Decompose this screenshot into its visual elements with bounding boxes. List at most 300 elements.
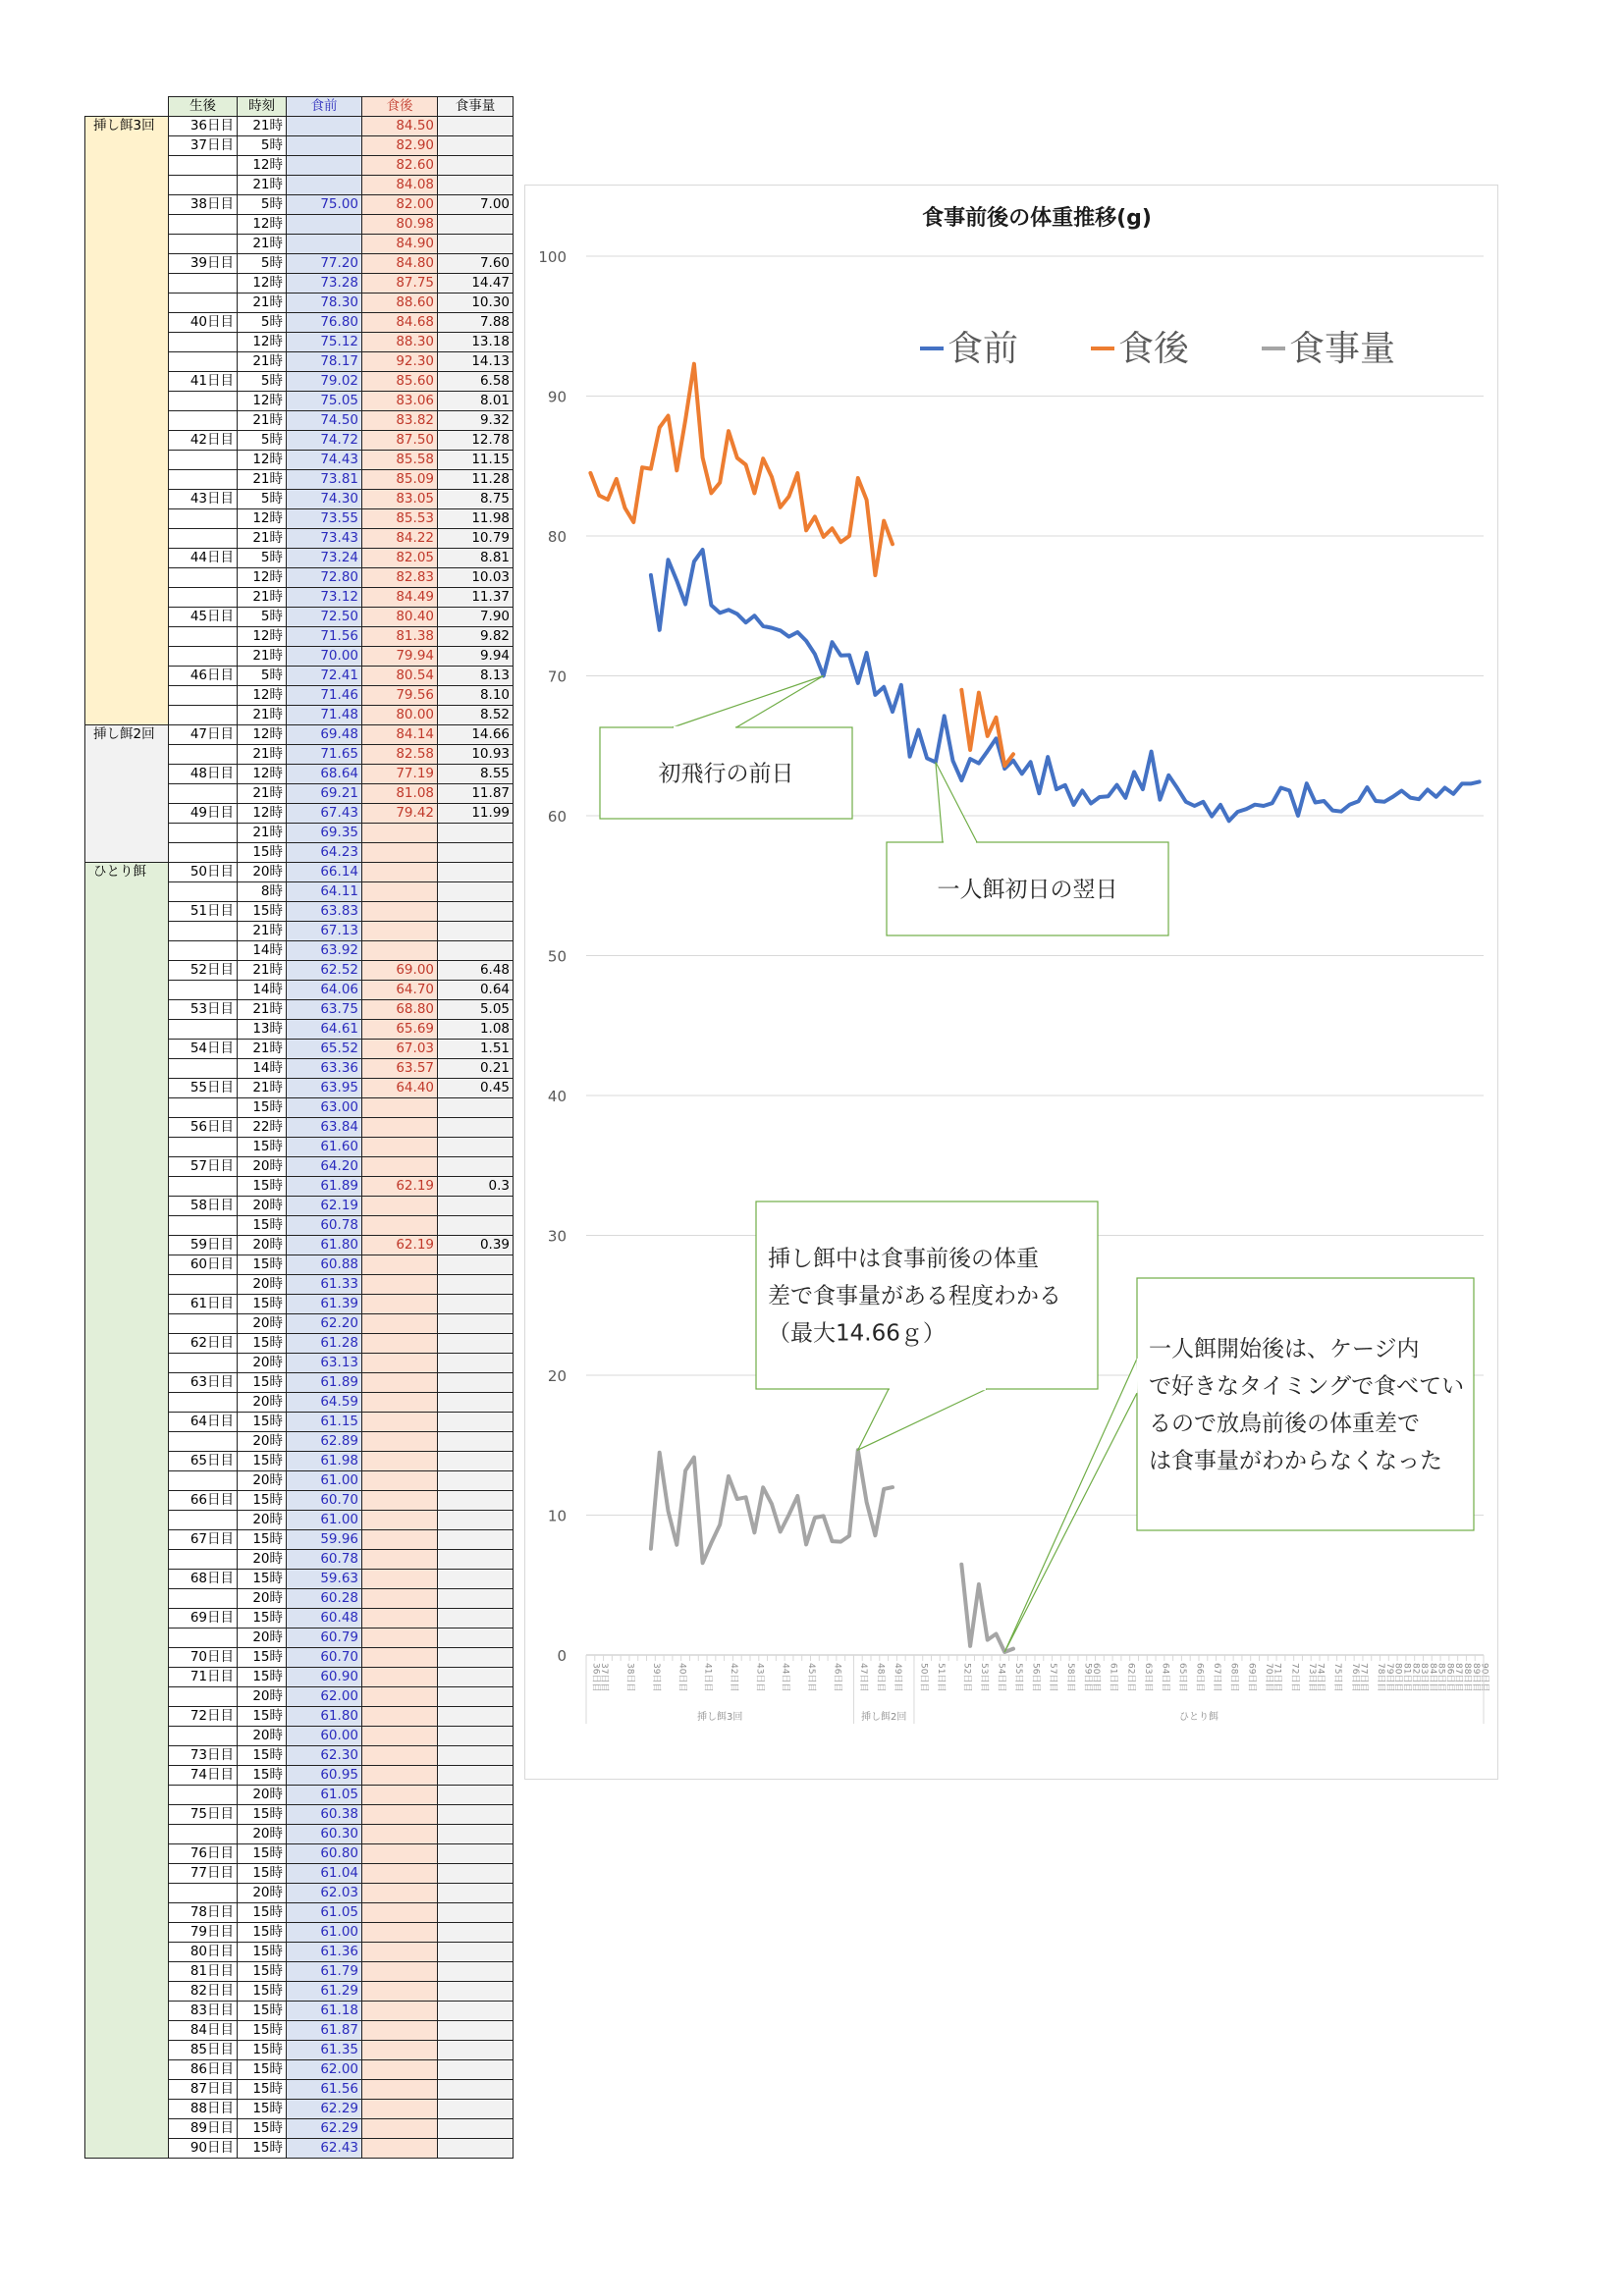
- time-cell: 15時: [238, 1177, 287, 1197]
- header-corner: [85, 97, 169, 117]
- age-cell: 83日目: [169, 2002, 238, 2021]
- time-cell: 15時: [238, 1334, 287, 1354]
- age-cell: [169, 1687, 238, 1707]
- age-cell: 52日目: [169, 961, 238, 981]
- before-meal-cell: 74.43: [287, 451, 362, 470]
- before-meal-cell: 74.50: [287, 411, 362, 431]
- meal-amount-cell: [438, 1727, 514, 1746]
- after-meal-cell: [362, 1354, 438, 1373]
- meal-amount-cell: 9.82: [438, 627, 514, 647]
- age-cell: 36日目: [169, 117, 238, 136]
- time-cell: 20時: [238, 1786, 287, 1805]
- age-cell: [169, 706, 238, 725]
- after-meal-cell: 87.75: [362, 274, 438, 294]
- age-cell: [169, 1471, 238, 1491]
- time-cell: 5時: [238, 136, 287, 156]
- x-group-label: 挿し餌2回: [861, 1712, 907, 1723]
- time-cell: 12時: [238, 451, 287, 470]
- age-cell: [169, 1216, 238, 1236]
- x-tick-label: 65日目: [1177, 1663, 1187, 1692]
- time-cell: 12時: [238, 392, 287, 411]
- x-tick-label: 67日目: [1212, 1663, 1222, 1692]
- time-cell: 20時: [238, 1275, 287, 1295]
- meal-amount-cell: [438, 2060, 514, 2080]
- before-meal-cell: [287, 235, 362, 254]
- before-meal-cell: 62.52: [287, 961, 362, 981]
- callout-pointer: [673, 676, 824, 728]
- meal-amount-cell: [438, 1962, 514, 1982]
- after-meal-cell: [362, 1903, 438, 1923]
- meal-amount-cell: [438, 156, 514, 176]
- after-meal-cell: 64.40: [362, 1079, 438, 1098]
- time-cell: 21時: [238, 1040, 287, 1059]
- age-cell: [169, 1550, 238, 1570]
- meal-amount-cell: [438, 1314, 514, 1334]
- callout-text: 一人餌初日の翌日: [937, 877, 1118, 903]
- meal-amount-cell: [438, 824, 514, 843]
- after-meal-cell: [362, 2080, 438, 2100]
- after-meal-cell: [362, 2119, 438, 2139]
- series-line-3: [651, 1450, 1082, 1652]
- x-tick-label: 37日目: [599, 1663, 610, 1692]
- x-tick-label: 84日目: [1427, 1663, 1437, 1692]
- after-meal-cell: [362, 1157, 438, 1177]
- before-meal-cell: 66.14: [287, 863, 362, 882]
- meal-amount-cell: [438, 1255, 514, 1275]
- meal-amount-cell: 6.58: [438, 372, 514, 392]
- time-cell: 12時: [238, 568, 287, 588]
- after-meal-cell: [362, 1216, 438, 1236]
- table-row: [85, 117, 514, 136]
- x-tick-label: 79日目: [1383, 1663, 1394, 1692]
- time-cell: 12時: [238, 274, 287, 294]
- x-tick-label: 76日目: [1349, 1663, 1360, 1692]
- after-meal-cell: [362, 1471, 438, 1491]
- before-meal-cell: 61.98: [287, 1452, 362, 1471]
- x-tick-label: 59日目: [1082, 1663, 1093, 1692]
- before-meal-cell: 64.61: [287, 1020, 362, 1040]
- after-meal-cell: [362, 1530, 438, 1550]
- meal-amount-cell: 10.93: [438, 745, 514, 765]
- meal-amount-cell: [438, 136, 514, 156]
- before-meal-cell: 69.21: [287, 784, 362, 804]
- meal-amount-cell: 12.78: [438, 431, 514, 451]
- meal-amount-cell: [438, 1530, 514, 1550]
- before-meal-cell: 60.28: [287, 1589, 362, 1609]
- after-meal-cell: [362, 1295, 438, 1314]
- meal-amount-cell: 0.3: [438, 1177, 514, 1197]
- meal-amount-cell: [438, 1471, 514, 1491]
- before-meal-cell: 61.80: [287, 1236, 362, 1255]
- before-meal-cell: 62.89: [287, 1432, 362, 1452]
- after-meal-cell: 69.00: [362, 961, 438, 981]
- before-meal-cell: 60.90: [287, 1668, 362, 1687]
- after-meal-cell: [362, 1943, 438, 1962]
- age-cell: [169, 1786, 238, 1805]
- before-meal-cell: 59.63: [287, 1570, 362, 1589]
- after-meal-cell: 84.90: [362, 235, 438, 254]
- meal-amount-cell: [438, 1982, 514, 2002]
- time-cell: 20時: [238, 863, 287, 882]
- meal-amount-cell: 0.39: [438, 1236, 514, 1255]
- x-tick-label: 66日目: [1194, 1663, 1205, 1692]
- meal-amount-cell: [438, 1609, 514, 1629]
- before-meal-cell: 60.70: [287, 1491, 362, 1511]
- after-meal-cell: 81.08: [362, 784, 438, 804]
- after-meal-cell: [362, 1589, 438, 1609]
- after-meal-cell: [362, 1570, 438, 1589]
- meal-amount-cell: [438, 882, 514, 902]
- meal-amount-cell: 8.01: [438, 392, 514, 411]
- meal-amount-cell: 0.64: [438, 981, 514, 1000]
- before-meal-cell: 60.79: [287, 1629, 362, 1648]
- callout-text: 初飛行の前日: [658, 761, 794, 787]
- meal-amount-cell: [438, 2139, 514, 2159]
- after-meal-cell: [362, 1746, 438, 1766]
- age-cell: 61日目: [169, 1295, 238, 1314]
- age-cell: 78日目: [169, 1903, 238, 1923]
- age-cell: 62日目: [169, 1334, 238, 1354]
- time-cell: 21時: [238, 176, 287, 195]
- time-cell: 21時: [238, 922, 287, 941]
- after-meal-cell: [362, 1884, 438, 1903]
- age-cell: 48日目: [169, 765, 238, 784]
- meal-amount-cell: 5.05: [438, 1000, 514, 1020]
- time-cell: 20時: [238, 1471, 287, 1491]
- time-cell: 15時: [238, 2119, 287, 2139]
- before-meal-cell: 68.64: [287, 765, 362, 784]
- x-tick-label: 56日目: [1030, 1663, 1041, 1692]
- meal-amount-cell: 13.18: [438, 333, 514, 352]
- after-meal-cell: 80.00: [362, 706, 438, 725]
- before-meal-cell: 64.06: [287, 981, 362, 1000]
- meal-amount-cell: [438, 1943, 514, 1962]
- x-tick-label: 71日目: [1272, 1663, 1282, 1692]
- meal-amount-cell: [438, 1746, 514, 1766]
- meal-amount-cell: [438, 2002, 514, 2021]
- meal-amount-cell: [438, 902, 514, 922]
- before-meal-cell: 72.41: [287, 667, 362, 686]
- before-meal-cell: 61.36: [287, 1943, 362, 1962]
- x-tick-label: 40日目: [677, 1663, 687, 1692]
- age-cell: 49日目: [169, 804, 238, 824]
- callout-text: （最大14.66ｇ）: [768, 1320, 946, 1347]
- meal-amount-cell: [438, 1844, 514, 1864]
- before-meal-cell: 61.60: [287, 1138, 362, 1157]
- age-cell: 51日目: [169, 902, 238, 922]
- after-meal-cell: [362, 1844, 438, 1864]
- after-meal-cell: 84.68: [362, 313, 438, 333]
- after-meal-cell: [362, 1727, 438, 1746]
- meal-amount-cell: [438, 1687, 514, 1707]
- time-cell: 15時: [238, 1864, 287, 1884]
- after-meal-cell: [362, 824, 438, 843]
- time-cell: 12時: [238, 686, 287, 706]
- before-meal-cell: 62.30: [287, 1746, 362, 1766]
- x-tick-label: 51日目: [935, 1663, 946, 1692]
- before-meal-cell: 63.83: [287, 902, 362, 922]
- time-cell: 21時: [238, 470, 287, 490]
- meal-amount-cell: [438, 1550, 514, 1570]
- time-cell: 15時: [238, 1943, 287, 1962]
- age-cell: [169, 215, 238, 235]
- time-cell: 20時: [238, 1236, 287, 1255]
- after-meal-cell: [362, 941, 438, 961]
- after-meal-cell: [362, 922, 438, 941]
- header-after-meal: 食後: [362, 97, 438, 117]
- age-cell: 86日目: [169, 2060, 238, 2080]
- time-cell: 15時: [238, 1648, 287, 1668]
- age-cell: 64日目: [169, 1413, 238, 1432]
- meal-amount-cell: [438, 1432, 514, 1452]
- header-before-meal: 食前: [287, 97, 362, 117]
- after-meal-cell: [362, 1864, 438, 1884]
- x-tick-label: 47日目: [857, 1663, 868, 1692]
- before-meal-cell: [287, 136, 362, 156]
- meal-amount-cell: 7.90: [438, 608, 514, 627]
- after-meal-cell: [362, 1550, 438, 1570]
- age-cell: 90日目: [169, 2139, 238, 2159]
- time-cell: 14時: [238, 1059, 287, 1079]
- time-cell: 15時: [238, 1530, 287, 1550]
- meal-amount-cell: [438, 1295, 514, 1314]
- y-tick-label: 0: [557, 1647, 567, 1665]
- time-cell: 20時: [238, 1157, 287, 1177]
- before-meal-cell: 63.13: [287, 1354, 362, 1373]
- meal-amount-cell: 11.37: [438, 588, 514, 608]
- age-cell: [169, 352, 238, 372]
- age-cell: 68日目: [169, 1570, 238, 1589]
- before-meal-cell: 62.00: [287, 2060, 362, 2080]
- callout-text: は食事量がわからなくなった: [1149, 1448, 1442, 1474]
- after-meal-cell: 65.69: [362, 1020, 438, 1040]
- time-cell: 15時: [238, 2100, 287, 2119]
- time-cell: 21時: [238, 1079, 287, 1098]
- x-tick-label: 86日目: [1444, 1663, 1455, 1692]
- x-tick-label: 82日目: [1410, 1663, 1421, 1692]
- age-cell: [169, 509, 238, 529]
- age-cell: 41日目: [169, 372, 238, 392]
- time-cell: 15時: [238, 1844, 287, 1864]
- after-meal-cell: 81.38: [362, 627, 438, 647]
- age-cell: 39日目: [169, 254, 238, 274]
- meal-amount-cell: [438, 1923, 514, 1943]
- before-meal-cell: 61.79: [287, 1962, 362, 1982]
- time-cell: 21時: [238, 117, 287, 136]
- meal-amount-cell: [438, 1511, 514, 1530]
- age-cell: [169, 1098, 238, 1118]
- age-cell: 66日目: [169, 1491, 238, 1511]
- y-tick-label: 60: [547, 808, 567, 826]
- after-meal-cell: [362, 1413, 438, 1432]
- meal-amount-cell: [438, 117, 514, 136]
- time-cell: 12時: [238, 765, 287, 784]
- header-time: 時刻: [238, 97, 287, 117]
- age-cell: 76日目: [169, 1844, 238, 1864]
- age-cell: [169, 941, 238, 961]
- before-meal-cell: 61.00: [287, 1511, 362, 1530]
- before-meal-cell: 61.04: [287, 1864, 362, 1884]
- time-cell: 20時: [238, 1589, 287, 1609]
- before-meal-cell: 63.00: [287, 1098, 362, 1118]
- after-meal-cell: [362, 1197, 438, 1216]
- after-meal-cell: 62.19: [362, 1236, 438, 1255]
- before-meal-cell: 60.78: [287, 1216, 362, 1236]
- before-meal-cell: 61.05: [287, 1786, 362, 1805]
- after-meal-cell: 79.94: [362, 647, 438, 667]
- age-cell: [169, 588, 238, 608]
- meal-amount-cell: 11.28: [438, 470, 514, 490]
- time-cell: 15時: [238, 1373, 287, 1393]
- x-tick-label: 89日目: [1470, 1663, 1481, 1692]
- age-cell: [169, 529, 238, 549]
- before-meal-cell: 78.17: [287, 352, 362, 372]
- meal-amount-cell: [438, 863, 514, 882]
- age-cell: [169, 922, 238, 941]
- meal-amount-cell: [438, 1491, 514, 1511]
- before-meal-cell: 71.48: [287, 706, 362, 725]
- before-meal-cell: 71.46: [287, 686, 362, 706]
- age-cell: 55日目: [169, 1079, 238, 1098]
- time-cell: 21時: [238, 411, 287, 431]
- x-tick-label: 88日目: [1462, 1663, 1472, 1692]
- after-meal-cell: [362, 1138, 438, 1157]
- time-cell: 15時: [238, 1766, 287, 1786]
- age-cell: 38日目: [169, 195, 238, 215]
- x-group-label: 挿し餌3回: [697, 1712, 743, 1723]
- before-meal-cell: 61.80: [287, 1707, 362, 1727]
- time-cell: 21時: [238, 706, 287, 725]
- after-meal-cell: 79.56: [362, 686, 438, 706]
- after-meal-cell: [362, 2021, 438, 2041]
- after-meal-cell: 85.09: [362, 470, 438, 490]
- callout-text: 挿し餌中は食事前後の体重: [768, 1246, 1039, 1272]
- age-cell: 69日目: [169, 1609, 238, 1629]
- group-label: 挿し餌3回: [85, 117, 169, 725]
- before-meal-cell: 61.56: [287, 2080, 362, 2100]
- meal-amount-cell: [438, 1589, 514, 1609]
- before-meal-cell: 62.29: [287, 2100, 362, 2119]
- before-meal-cell: 61.33: [287, 1275, 362, 1295]
- age-cell: 82日目: [169, 1982, 238, 2002]
- age-cell: 84日目: [169, 2021, 238, 2041]
- x-tick-label: 64日目: [1160, 1663, 1170, 1692]
- before-meal-cell: 67.13: [287, 922, 362, 941]
- meal-amount-cell: [438, 1413, 514, 1432]
- after-meal-cell: 84.80: [362, 254, 438, 274]
- age-cell: 42日目: [169, 431, 238, 451]
- before-meal-cell: 69.35: [287, 824, 362, 843]
- meal-amount-cell: [438, 1138, 514, 1157]
- before-meal-cell: 65.52: [287, 1040, 362, 1059]
- time-cell: 15時: [238, 1098, 287, 1118]
- after-meal-cell: [362, 1786, 438, 1805]
- x-tick-label: 48日目: [875, 1663, 886, 1692]
- after-meal-cell: 84.50: [362, 117, 438, 136]
- age-cell: [169, 1727, 238, 1746]
- after-meal-cell: 67.03: [362, 1040, 438, 1059]
- x-tick-label: 58日目: [1064, 1663, 1075, 1692]
- after-meal-cell: [362, 1609, 438, 1629]
- before-meal-cell: 74.72: [287, 431, 362, 451]
- after-meal-cell: 63.57: [362, 1059, 438, 1079]
- meal-amount-cell: 1.51: [438, 1040, 514, 1059]
- age-cell: 56日目: [169, 1118, 238, 1138]
- meal-amount-cell: [438, 1197, 514, 1216]
- before-meal-cell: 61.05: [287, 1903, 362, 1923]
- after-meal-cell: 62.19: [362, 1177, 438, 1197]
- age-cell: 72日目: [169, 1707, 238, 1727]
- meal-amount-cell: 7.00: [438, 195, 514, 215]
- meal-amount-cell: 10.79: [438, 529, 514, 549]
- before-meal-cell: 72.50: [287, 608, 362, 627]
- before-meal-cell: 64.59: [287, 1393, 362, 1413]
- meal-amount-cell: 14.13: [438, 352, 514, 372]
- age-cell: [169, 1275, 238, 1295]
- meal-amount-cell: [438, 843, 514, 863]
- age-cell: 87日目: [169, 2080, 238, 2100]
- age-cell: 65日目: [169, 1452, 238, 1471]
- legend-entry: 食前: [947, 329, 1019, 369]
- time-cell: 21時: [238, 745, 287, 765]
- callout-text: 差で食事量がある程度わかる: [768, 1283, 1061, 1309]
- x-tick-label: 45日目: [806, 1663, 817, 1692]
- meal-amount-cell: [438, 1334, 514, 1354]
- meal-amount-cell: [438, 1766, 514, 1786]
- meal-amount-cell: [438, 1216, 514, 1236]
- series-line-2: [590, 364, 1082, 785]
- table-row: [85, 725, 514, 745]
- x-tick-label: 50日目: [918, 1663, 929, 1692]
- after-meal-cell: 87.50: [362, 431, 438, 451]
- age-cell: [169, 784, 238, 804]
- age-cell: 63日目: [169, 1373, 238, 1393]
- after-meal-cell: 82.60: [362, 156, 438, 176]
- before-meal-cell: 62.43: [287, 2139, 362, 2159]
- before-meal-cell: 60.78: [287, 1550, 362, 1570]
- age-cell: [169, 1020, 238, 1040]
- before-meal-cell: 73.55: [287, 509, 362, 529]
- x-tick-label: 70日目: [1263, 1663, 1273, 1692]
- after-meal-cell: [362, 1766, 438, 1786]
- before-meal-cell: 73.12: [287, 588, 362, 608]
- x-tick-label: 38日目: [624, 1663, 635, 1692]
- callout-pointer: [1004, 1359, 1137, 1652]
- before-meal-cell: 76.80: [287, 313, 362, 333]
- before-meal-cell: 73.28: [287, 274, 362, 294]
- meal-amount-cell: [438, 1668, 514, 1687]
- time-cell: 20時: [238, 1550, 287, 1570]
- before-meal-cell: 71.56: [287, 627, 362, 647]
- x-tick-label: 53日目: [978, 1663, 989, 1692]
- meal-amount-cell: [438, 2119, 514, 2139]
- before-meal-cell: 61.35: [287, 2041, 362, 2060]
- after-meal-cell: [362, 1314, 438, 1334]
- meal-amount-cell: 6.48: [438, 961, 514, 981]
- after-meal-cell: 82.00: [362, 195, 438, 215]
- before-meal-cell: 75.00: [287, 195, 362, 215]
- before-meal-cell: 74.30: [287, 490, 362, 509]
- before-meal-cell: 59.96: [287, 1530, 362, 1550]
- age-cell: [169, 294, 238, 313]
- time-cell: 20時: [238, 1687, 287, 1707]
- time-cell: 5時: [238, 549, 287, 568]
- x-tick-label: 72日目: [1289, 1663, 1300, 1692]
- after-meal-cell: 79.42: [362, 804, 438, 824]
- before-meal-cell: 69.48: [287, 725, 362, 745]
- before-meal-cell: 63.84: [287, 1118, 362, 1138]
- time-cell: 12時: [238, 215, 287, 235]
